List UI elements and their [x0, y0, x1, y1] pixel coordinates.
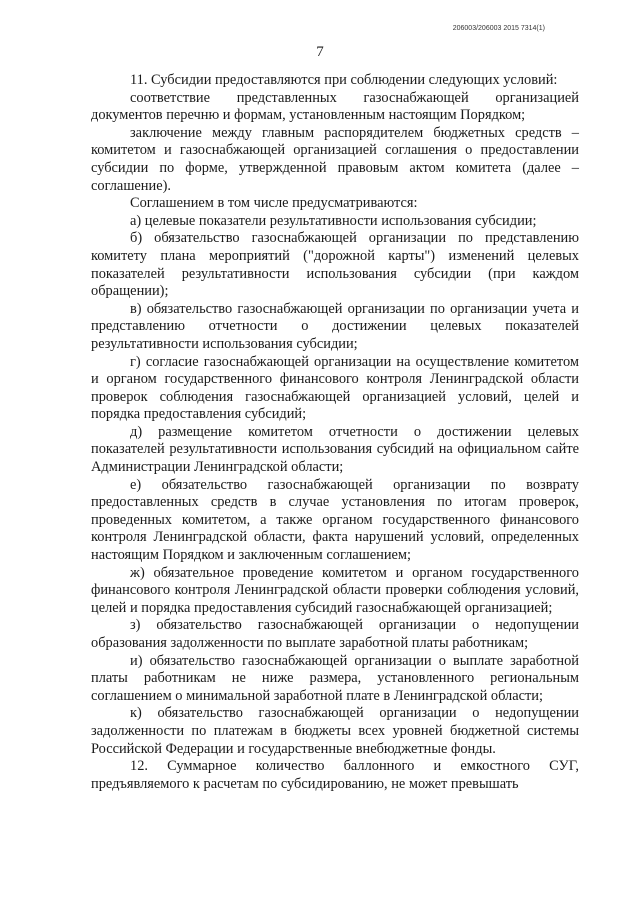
agreement-provisions-intro: Соглашением в том числе предусматриваются:: [130, 195, 418, 212]
provision-g: г) согласие газоснабжающей организации на осуществление комитетом и органом государственного финансового контроля Ленинградской области проверок соблюдения газоснабжающей организацией условий, целей и порядка предоставления субсидий;: [91, 353, 579, 423]
condition-documents: соответствие представленных газоснабжающей организацией документов перечню и формам, установленным настоящим Порядком;: [91, 89, 579, 124]
page-number: 7: [316, 44, 324, 60]
document-body: [91, 72, 579, 793]
provision-e: е) обязательство газоснабжающей организации по возврату предоставленных средств в случае установления по итогам проверок, проведенных комитетом, а также органом государственного финансового контроля Ленинградской области, факта нарушений условий, определенных настоящим Порядком и заключенным соглашением;: [91, 476, 579, 564]
condition-agreement: заключение между главным распорядителем бюджетных средств – комитетом и газоснабжающей организацией соглашения о предоставлении субсидии по форме, утвержденной правовым актом комитета (далее – соглашение).: [91, 124, 579, 194]
provision-zh: ж) обязательное проведение комитетом и органом государственного финансового контроля Ленинградской области проверки соблюдения условий, целей и порядка предоставления субсидий газоснабжающей организацией;: [91, 564, 579, 616]
provision-b: б) обязательство газоснабжающей организации по представлению комитету плана мероприятий ("дорожной карты") изменений целевых показателей результативности использования субсидии (при каждом обращении);: [91, 230, 579, 300]
clause-12: 12. Суммарное количество баллонного и емкостного СУГ, предъявляемого к расчетам по субсидированию, не может превышать: [91, 758, 579, 792]
provision-a: а) целевые показатели результативности использования субсидии;: [130, 212, 537, 229]
provision-d: д) размещение комитетом отчетности о достижении целевых показателей результативности использования субсидий на официальном сайте Администрации Ленинградской области;: [91, 423, 579, 476]
clause-11-intro: 11. Субсидии предоставляются при соблюдении следующих условий:: [130, 72, 558, 88]
provision-i: и) обязательство газоснабжающей организации о выплате заработной платы работникам не ниже размера, установленного региональным соглашением о минимальной заработной плате в Ленинградской области;: [91, 652, 579, 704]
provision-z: з) обязательство газоснабжающей организации о недопущении образования задолженности по выплате заработной платы работникам;: [91, 617, 579, 651]
provision-v: в) обязательство газоснабжающей организации по организации учета и представлению отчетности о достижении целевых показателей результативности использования субсидии;: [91, 300, 579, 352]
provision-k: к) обязательство газоснабжающей организации о недопущении задолженности по платежам в бюджеты всех уровней бюджетной системы Российской Федерации и государственные внебюджетные фонды.: [91, 705, 579, 757]
document-code: 206003/206003 2015 7314(1): [452, 25, 545, 32]
